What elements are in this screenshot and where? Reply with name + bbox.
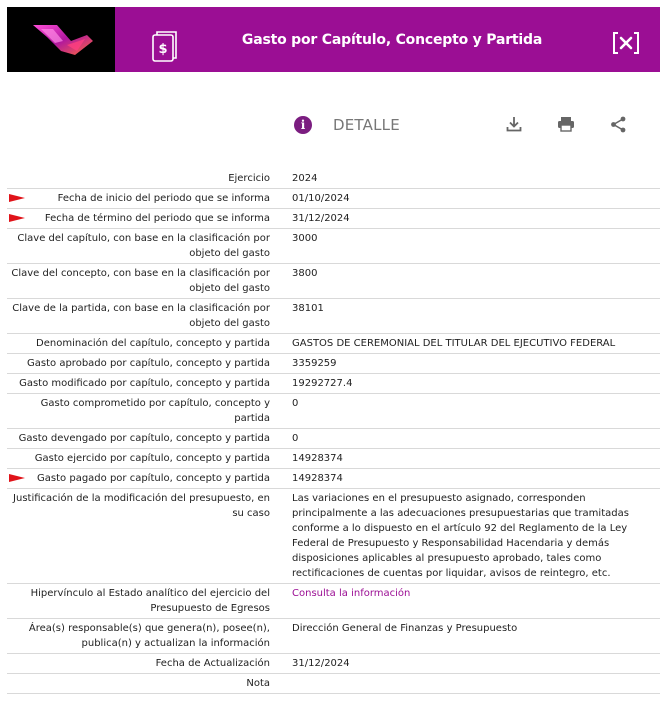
table-row [7, 169, 660, 189]
table-row [7, 619, 660, 654]
info-icon[interactable]: i [294, 116, 312, 134]
row-value: 0 [292, 398, 299, 409]
row-value: Las variaciones en el presupuesto asignado, corresponden principalmente a las adecuaciones presupuestarias que tramitadas conforme a lo dispuesto en el artículo 92 del Reglamento de la Ley Federal de Presupuesto y Responsabilidad Hacendaria y demás disposiciones aplicables al presupuesto aprobado, tales como rectificaciones de cuentas por liquidar, avisos de reintegro, etc. [292, 493, 629, 579]
row-label: Área(s) responsable(s) que genera(n), posee(n), publica(n) y actualizan la información [28, 623, 270, 649]
table-row [7, 674, 660, 694]
row-value: 0 [292, 433, 299, 444]
table-row [7, 354, 660, 374]
row-label: Clave de la partida, con base en la clasificación por objeto del gasto [12, 303, 270, 329]
row-value [292, 674, 637, 693]
svg-text:$: $ [158, 42, 168, 57]
row-value: 14928374 [292, 473, 343, 484]
row-value: 01/10/2024 [292, 193, 350, 204]
row-label: Fecha de Actualización [155, 658, 270, 669]
row-label: Ejercicio [228, 173, 270, 184]
row-value: 19292727.4 [292, 378, 353, 389]
row-value: 14928374 [292, 453, 343, 464]
table-row [7, 209, 660, 229]
row-value: GASTOS DE CEREMONIAL DEL TITULAR DEL EJECUTIVO FEDERAL [292, 338, 616, 349]
print-icon[interactable] [557, 116, 575, 132]
government-logo-icon [27, 21, 99, 59]
row-value: 2024 [292, 173, 318, 184]
row-label: Justificación de la modificación del presupuesto, en su caso [13, 493, 270, 519]
row-label: Denominación del capítulo, concepto y partida [36, 338, 270, 349]
flag-marker-icon [9, 474, 25, 482]
row-value: 31/12/2024 [292, 213, 350, 224]
row-label: Gasto modificado por capítulo, concepto y partida [19, 378, 270, 389]
logo-box [7, 7, 115, 72]
table-row [7, 299, 660, 334]
row-label: Clave del concepto, con base en la clasificación por objeto del gasto [11, 268, 270, 294]
share-icon[interactable] [610, 116, 627, 133]
row-label: Fecha de inicio del periodo que se informa [57, 193, 270, 204]
table-row [7, 469, 660, 489]
table-row [7, 374, 660, 394]
row-value: 31/12/2024 [292, 658, 350, 669]
table-row [7, 654, 660, 674]
row-label: Hipervínculo al Estado analítico del ejercicio del Presupuesto de Egresos [30, 588, 270, 614]
header-bar [7, 7, 660, 72]
table-row [7, 189, 660, 209]
row-value: 3000 [292, 233, 318, 244]
section-label: DETALLE [333, 116, 400, 134]
row-value: 3800 [292, 268, 318, 279]
row-label: Clave del capítulo, con base en la clasificación por objeto del gasto [17, 233, 270, 259]
table-row [7, 449, 660, 469]
table-row [7, 334, 660, 354]
table-row [7, 429, 660, 449]
row-label: Gasto comprometido por capítulo, concepto y partida [40, 398, 270, 424]
row-label: Gasto devengado por capítulo, concepto y partida [18, 433, 270, 444]
table-row [7, 394, 660, 429]
row-label: Gasto aprobado por capítulo, concepto y partida [27, 358, 270, 369]
row-label: Fecha de término del periodo que se informa [44, 213, 270, 224]
download-icon[interactable] [506, 116, 522, 132]
money-document-icon [151, 30, 179, 64]
row-label: Gasto ejercido por capítulo, concepto y partida [34, 453, 270, 464]
table-row [7, 489, 660, 584]
table-row [7, 584, 660, 619]
row-label: Gasto pagado por capítulo, concepto y partida [37, 473, 270, 484]
detail-table [7, 169, 660, 694]
row-label: Nota [246, 678, 270, 689]
close-icon[interactable] [612, 31, 640, 55]
table-row [7, 264, 660, 299]
row-value: 3359259 [292, 358, 337, 369]
page-title: Gasto por Capítulo, Concepto y Partida [241, 31, 543, 48]
flag-marker-icon [9, 194, 25, 202]
flag-marker-icon [9, 214, 25, 222]
row-value: 38101 [292, 303, 324, 314]
row-value: Dirección General de Finanzas y Presupuesto [292, 623, 518, 634]
table-row [7, 229, 660, 264]
consulta-link[interactable]: Consulta la información [292, 588, 411, 599]
